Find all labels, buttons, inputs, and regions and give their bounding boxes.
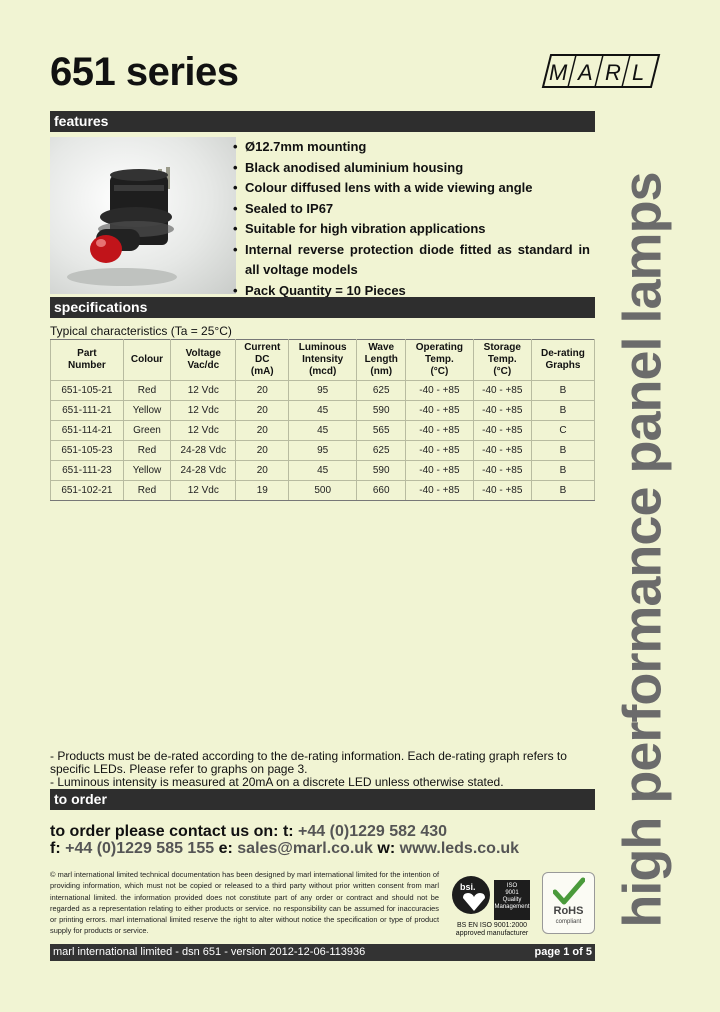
feature-item: • Internal reverse protection diode fitted as standard in all voltage models: [233, 240, 590, 281]
table-cell: 651-111-23: [51, 461, 124, 481]
column-header-line: De-rating: [540, 348, 585, 359]
column-header-line: (mcd): [309, 366, 337, 377]
iso-line: ISO: [506, 883, 518, 889]
table-row: [51, 381, 595, 401]
table-cell: 45: [289, 401, 357, 421]
table-cell: 20: [236, 421, 289, 441]
table-cell: 95: [289, 381, 357, 401]
column-header-line: Part: [77, 348, 97, 359]
spec-table-header: [51, 340, 595, 381]
side-banner: [613, 160, 673, 940]
footer-doc-info: marl international limited - dsn 651 - version 2012-12-06-113936: [53, 946, 366, 958]
bsi-iso-certification: [449, 874, 535, 942]
phone-number[interactable]: +44 (0)1229 582 430: [298, 823, 448, 840]
column-header-line: (°C): [430, 366, 449, 377]
column-header: [406, 340, 474, 381]
column-header-line: Vac/dc: [187, 360, 220, 371]
web-link[interactable]: www.leds.co.uk: [399, 840, 520, 857]
column-header-line: DC: [255, 354, 270, 365]
table-row: [51, 441, 595, 461]
column-header: [531, 340, 594, 381]
table-cell: 12 Vdc: [171, 421, 236, 441]
table-cell: Red: [123, 441, 170, 461]
column-header: [171, 340, 236, 381]
email-label: e:: [218, 840, 233, 857]
table-cell: -40 - +85: [406, 381, 474, 401]
table-cell: -40 - +85: [473, 421, 531, 441]
table-cell: 625: [357, 441, 406, 461]
column-header-line: Luminous: [298, 342, 347, 353]
column-header: [51, 340, 124, 381]
logo-letter-l: L: [632, 60, 645, 85]
footer-page-number: page 1 of 5: [534, 946, 592, 958]
features-heading: features: [50, 111, 595, 132]
table-row: [51, 421, 595, 441]
marl-logo: [541, 53, 661, 89]
rohs-badge: [542, 872, 595, 934]
table-cell: 651-105-23: [51, 441, 124, 461]
product-image: [50, 137, 236, 294]
feature-list: [233, 137, 590, 301]
table-cell: 12 Vdc: [171, 401, 236, 421]
email-link[interactable]: sales@marl.co.uk: [237, 840, 373, 857]
table-cell: -40 - +85: [406, 481, 474, 501]
table-cell: B: [531, 381, 594, 401]
table-cell: 19: [236, 481, 289, 501]
column-header: [123, 340, 170, 381]
column-header: [473, 340, 531, 381]
note-luminous: - Luminous intensity is measured at 20mA on a discrete LED unless otherwise stated.: [50, 775, 504, 789]
order-contact-label: to order please contact us on:: [50, 823, 279, 840]
column-header-line: Colour: [130, 354, 164, 365]
table-cell: 590: [357, 401, 406, 421]
table-cell: 24-28 Vdc: [171, 461, 236, 481]
page-footer: [50, 944, 595, 961]
feature-item: • Pack Quantity = 10 Pieces: [233, 281, 590, 302]
table-cell: 45: [289, 421, 357, 441]
table-cell: 651-105-21: [51, 381, 124, 401]
table-cell: 20: [236, 401, 289, 421]
table-cell: 625: [357, 381, 406, 401]
iso-badge: [494, 880, 530, 920]
bsi-label: bsi.: [460, 882, 476, 892]
table-cell: B: [531, 401, 594, 421]
column-header-line: Length: [364, 354, 398, 365]
column-header-line: Current: [244, 342, 281, 353]
column-header-line: Number: [68, 360, 106, 371]
table-cell: 12 Vdc: [171, 381, 236, 401]
typical-characteristics-label: Typical characteristics (Ta = 25°C): [50, 324, 232, 338]
table-cell: 651-111-21: [51, 401, 124, 421]
table-cell: 12 Vdc: [171, 481, 236, 501]
check-icon: [553, 877, 585, 905]
column-header-line: Temp.: [487, 354, 517, 365]
table-cell: B: [531, 481, 594, 501]
table-cell: 20: [236, 381, 289, 401]
column-header-line: Voltage: [185, 348, 221, 359]
column-header-line: (mA): [250, 366, 274, 377]
column-header-line: (°C): [493, 366, 512, 377]
table-cell: -40 - +85: [473, 401, 531, 421]
logo-letter-m: M: [549, 60, 568, 85]
feature-item: • Black anodised aluminium housing: [233, 158, 590, 179]
column-header: [289, 340, 357, 381]
table-cell: -40 - +85: [406, 441, 474, 461]
bsi-logo: [452, 876, 490, 914]
table-cell: -40 - +85: [406, 461, 474, 481]
column-header: [236, 340, 289, 381]
rohs-sub-label: compliant: [555, 919, 582, 925]
table-cell: 20: [236, 441, 289, 461]
column-header-line: Temp.: [425, 354, 454, 365]
table-row: [51, 401, 595, 421]
rohs-label: RoHS: [553, 905, 584, 917]
feature-item: • Suitable for high vibration applications: [233, 219, 590, 240]
fax-label: f:: [50, 840, 61, 857]
table-cell: 45: [289, 461, 357, 481]
column-header-line: (nm): [370, 366, 393, 377]
table-cell: -40 - +85: [473, 441, 531, 461]
legal-disclaimer: © marl international limited technical documentation has been designed by marl international limited for the intention of providing information, which must not be copied or released to a third party without prior written consent from marl international limited. the information provided does not constitute part of any order or contract and should not be regarded as a representation relating to either products or service. no responsibility can be assumed for inaccuracies or printing errors. marl international limited reserve the right to alter without notice the specification or type of product supply for products or service.: [50, 870, 439, 936]
page-title: 651 series: [50, 50, 239, 94]
table-cell: 660: [357, 481, 406, 501]
table-cell: -40 - +85: [406, 401, 474, 421]
table-cell: 565: [357, 421, 406, 441]
order-contact-line: [50, 823, 447, 841]
column-header-line: Wave: [368, 342, 395, 353]
table-cell: Green: [123, 421, 170, 441]
iso-line: 9001: [505, 890, 519, 896]
table-cell: -40 - +85: [473, 461, 531, 481]
column-header-line: Intensity: [302, 354, 344, 365]
column-header-line: Operating: [415, 342, 464, 353]
specifications-heading: specifications: [50, 297, 595, 318]
phone-label: t:: [282, 823, 294, 840]
logo-letter-r: R: [605, 60, 621, 85]
spec-table: [50, 339, 595, 501]
table-row: [51, 461, 595, 481]
iso-line: Quality: [502, 897, 522, 903]
order-details-line: [50, 840, 519, 858]
logo-letter-a: A: [578, 60, 593, 85]
table-cell: 500: [289, 481, 357, 501]
table-cell: 24-28 Vdc: [171, 441, 236, 461]
feature-item: • Ø12.7mm mounting: [233, 137, 590, 158]
table-cell: -40 - +85: [473, 381, 531, 401]
table-cell: 20: [236, 461, 289, 481]
web-label: w:: [377, 840, 396, 857]
column-header: [357, 340, 406, 381]
table-cell: -40 - +85: [473, 481, 531, 501]
feature-item: • Sealed to IP67: [233, 199, 590, 220]
column-header-line: Graphs: [545, 360, 581, 371]
to-order-heading: to order: [50, 789, 595, 810]
column-header-line: Storage: [483, 342, 521, 353]
table-cell: 590: [357, 461, 406, 481]
table-cell: 651-114-21: [51, 421, 124, 441]
table-cell: 95: [289, 441, 357, 461]
table-cell: C: [531, 421, 594, 441]
iso-line: Management: [494, 904, 530, 910]
table-row: [51, 481, 595, 501]
table-cell: Red: [123, 481, 170, 501]
feature-item: • Colour diffused lens with a wide viewing angle: [233, 178, 590, 199]
table-cell: -40 - +85: [406, 421, 474, 441]
kitemark-icon: [461, 892, 487, 912]
table-cell: 651-102-21: [51, 481, 124, 501]
table-cell: B: [531, 441, 594, 461]
table-cell: Yellow: [123, 461, 170, 481]
note-derating: - Products must be de-rated according to the de-rating information. Each de-rating graph refers to specific LEDs. Please refer to graphs on page 3.: [50, 749, 567, 776]
side-banner-text: high performance panel lamps: [613, 172, 673, 928]
notes: [50, 750, 595, 789]
table-cell: B: [531, 461, 594, 481]
table-cell: Yellow: [123, 401, 170, 421]
table-cell: Red: [123, 381, 170, 401]
bsi-caption: BS EN ISO 9001:2000 approved manufacturer: [455, 922, 529, 937]
fax-number: +44 (0)1229 585 155: [65, 840, 215, 857]
